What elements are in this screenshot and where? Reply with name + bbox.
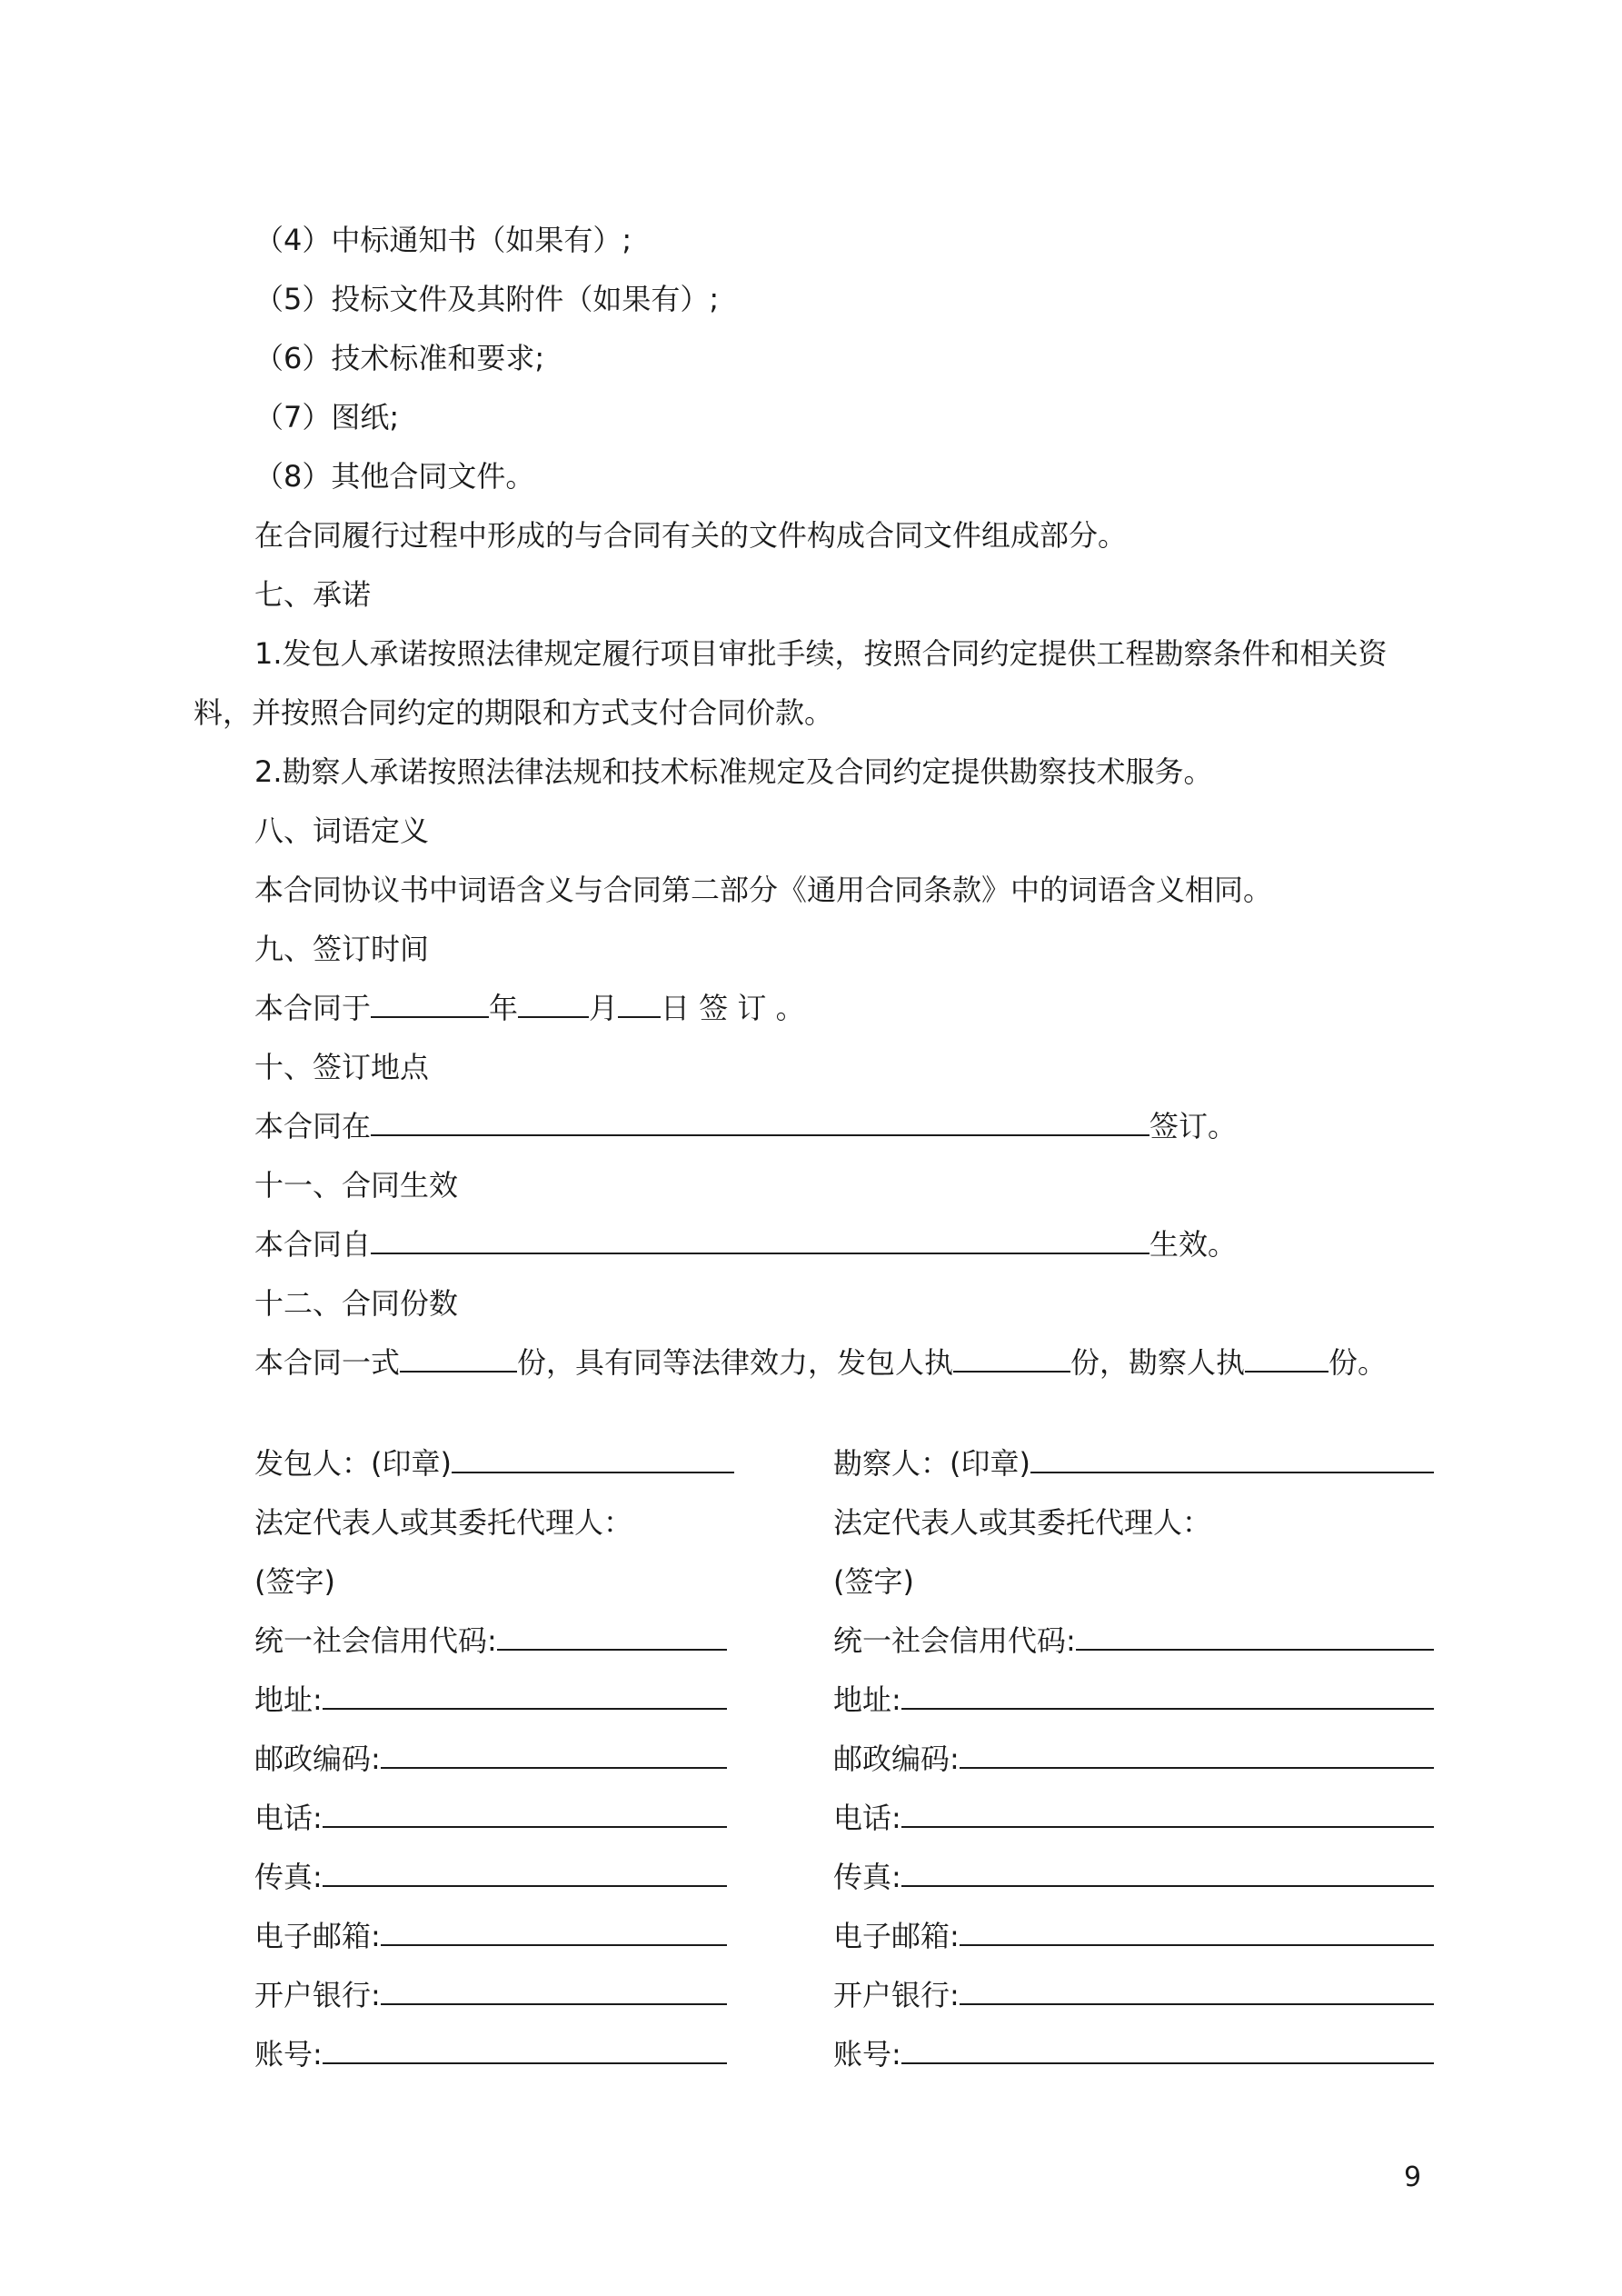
field-blank[interactable] [901, 1858, 1434, 1887]
text: 本合同自 [254, 1227, 372, 1262]
paragraph: 在合同履行过程中形成的与合同有关的文件构成合同文件组成部分。 [254, 518, 1128, 553]
field-blank[interactable] [323, 1799, 727, 1828]
field-blank[interactable] [901, 1799, 1434, 1828]
label: 开户银行: [254, 1978, 381, 2012]
text: 月 [589, 991, 619, 1025]
field-blank[interactable] [960, 1976, 1434, 2005]
place-blank[interactable] [371, 1107, 1149, 1136]
label: 电子邮箱: [833, 1919, 960, 1953]
text: 份，具有同等法律效力，发包人执 [517, 1345, 954, 1380]
surveyor-copies-blank[interactable] [1245, 1343, 1328, 1373]
label: 邮政编码: [833, 1742, 960, 1776]
text: 本合同在 [254, 1109, 372, 1143]
label: 电子邮箱: [254, 1919, 381, 1953]
field-blank[interactable] [497, 1622, 727, 1651]
label: 地址: [833, 1682, 901, 1717]
day-blank[interactable] [618, 989, 661, 1018]
field-blank[interactable] [323, 2035, 727, 2064]
label: (签字) [833, 1564, 914, 1599]
text: 本合同于 [254, 991, 372, 1025]
section-heading: 八、词语定义 [254, 814, 430, 848]
field-blank[interactable] [323, 1858, 727, 1887]
total-copies-blank[interactable] [400, 1343, 517, 1373]
effect-line [194, 1215, 1434, 1274]
label: 统一社会信用代码: [833, 1623, 1076, 1658]
copies-line [194, 1333, 1434, 1393]
label: 账号: [254, 2037, 323, 2071]
signing-date-line [194, 979, 1434, 1038]
paragraph: 2.勘察人承诺按照法律法规和技术标准规定及合同约定提供勘察技术服务。 [254, 754, 1213, 789]
list-item: （5）投标文件及其附件（如果有）; [254, 282, 720, 316]
seal-blank[interactable] [1030, 1444, 1434, 1473]
field-blank[interactable] [381, 1976, 727, 2005]
label: 勘察人：(印章) [833, 1446, 1030, 1481]
month-blank[interactable] [518, 989, 589, 1018]
field-blank[interactable] [323, 1681, 727, 1710]
section-heading: 十一、合同生效 [254, 1168, 459, 1203]
label: 地址: [254, 1682, 323, 1717]
label: 账号: [833, 2037, 901, 2071]
list-item: （7）图纸; [254, 400, 400, 434]
label: 传真: [254, 1860, 323, 1894]
signing-place-line [194, 1097, 1434, 1156]
surveyor-column [833, 1434, 1434, 2084]
section-heading: 七、承诺 [254, 577, 372, 612]
text: 份。 [1328, 1345, 1388, 1380]
section-heading: 十、签订地点 [254, 1050, 430, 1084]
list-item: （8）其他合同文件。 [254, 459, 535, 494]
field-blank[interactable] [1076, 1622, 1434, 1651]
field-blank[interactable] [960, 1740, 1434, 1769]
label: (签字) [254, 1564, 335, 1599]
label: 法定代表人或其委托代理人： [254, 1505, 633, 1540]
label: 电话: [254, 1801, 323, 1835]
text: 本合同一式 [254, 1345, 401, 1380]
field-blank[interactable] [960, 1917, 1434, 1946]
field-blank[interactable] [901, 2035, 1434, 2064]
employer-column [254, 1434, 734, 2084]
page-number: 9 [1404, 2161, 1422, 2193]
text: 年 [489, 991, 519, 1025]
seal-blank[interactable] [452, 1444, 734, 1473]
text: 份，勘察人执 [1070, 1345, 1246, 1380]
label: 邮政编码: [254, 1742, 381, 1776]
section-heading: 十二、合同份数 [254, 1286, 459, 1321]
employer-copies-blank[interactable] [953, 1343, 1070, 1373]
effect-blank[interactable] [371, 1225, 1149, 1254]
text: 日 签 订 。 [661, 991, 805, 1025]
text: 签订。 [1149, 1109, 1238, 1143]
label: 发包人：(印章) [254, 1446, 452, 1481]
list-item: （6）技术标准和要求; [254, 341, 545, 375]
label: 电话: [833, 1801, 901, 1835]
label: 法定代表人或其委托代理人： [833, 1505, 1212, 1540]
paragraph: 本合同协议书中词语含义与合同第二部分《通用合同条款》中的词语含义相同。 [254, 873, 1273, 907]
label: 开户银行: [833, 1978, 960, 2012]
section-heading: 九、签订时间 [254, 932, 430, 966]
label: 统一社会信用代码: [254, 1623, 497, 1658]
label: 传真: [833, 1860, 901, 1894]
list-item: （4）中标通知书（如果有）; [254, 223, 632, 257]
field-blank[interactable] [901, 1681, 1434, 1710]
contract-body [194, 211, 1434, 1393]
text: 生效。 [1149, 1227, 1238, 1262]
field-blank[interactable] [381, 1740, 727, 1769]
paragraph: 1.发包人承诺按照法律规定履行项目审批手续，按照合同约定提供工程勘察条件和相关资料，并按照合同约定的期限和方式支付合同价款。 [194, 636, 1388, 730]
year-blank[interactable] [371, 989, 489, 1018]
field-blank[interactable] [381, 1917, 727, 1946]
